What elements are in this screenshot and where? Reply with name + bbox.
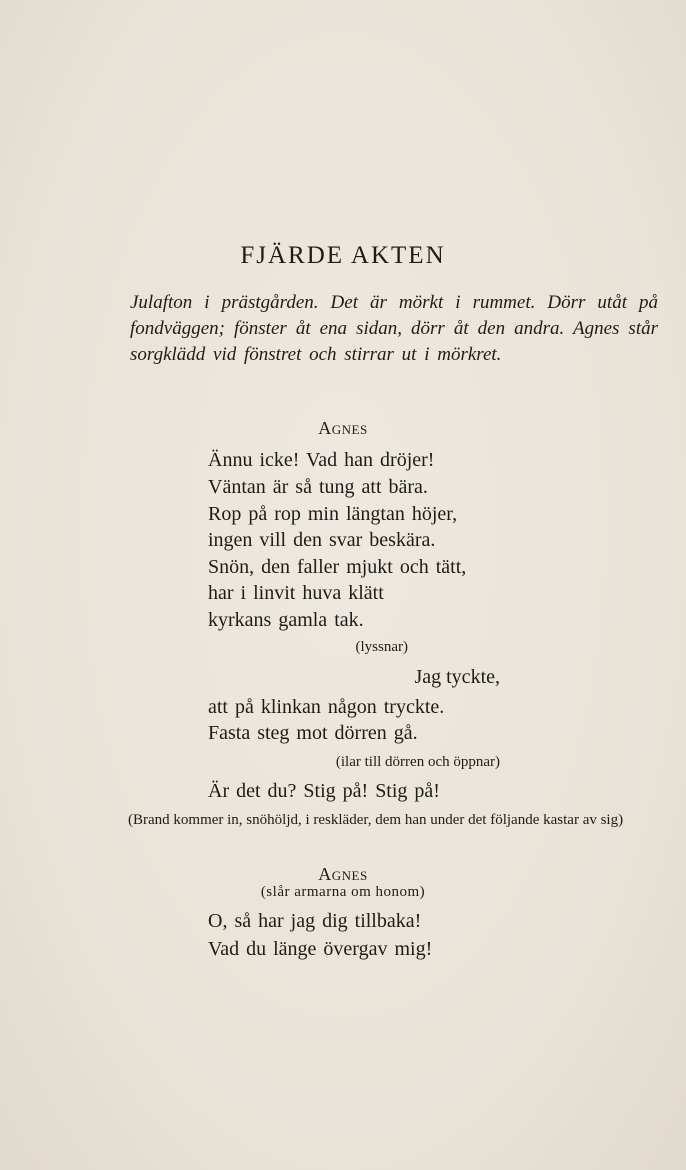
verse-line: Fasta steg mot dörren gå. [208,722,418,744]
verse-line: ingen vill den svar beskära. [208,529,436,551]
verse-line: Är det du? Stig på! Stig på! [208,780,440,802]
verse-line: Väntan är så tung att bära. [208,476,428,498]
verse-line: Vad du länge övergav mig! [208,938,433,960]
verse-line: kyrkans gamla tak. [208,609,364,631]
verse-line: Jag tyckte, [414,666,500,688]
stage-direction-brand: (Brand kommer in, snöhöljd, i reskläder, dem han under det följande kastar av sig) [128,812,624,828]
verse-line: Rop på rop min längtan höjer, [208,503,458,525]
verse-line: Ännu icke! Vad han dröjer! [208,449,435,471]
speaker-name: Agnes [318,418,368,438]
stage-direction: Julafton i prästgården. Det är mörkt i rummet. Dörr utåt på fondväggen; fönster åt ena sidan, dörr åt den andra. Agnes står sorgklädd vid fönstret och stirrar ut i mörkret. [130,292,658,365]
stage-direction-door: (ilar till dörren och öppnar) [335,754,500,770]
speaker-name: Agnes [318,864,368,884]
verse-line: att på klinkan någon tryckte. [208,696,445,718]
stage-direction-listen: (lyssnar) [355,639,408,655]
verse-line: har i linvit huva klätt [208,582,384,604]
stage-direction-arms: (slår armarna om honom) [260,884,426,900]
verse-line: O, så har jag dig tillbaka! [208,910,422,932]
act-title: FJÄRDE AKTEN [240,242,446,269]
verse-line: Snön, den faller mjukt och tätt, [208,556,467,578]
